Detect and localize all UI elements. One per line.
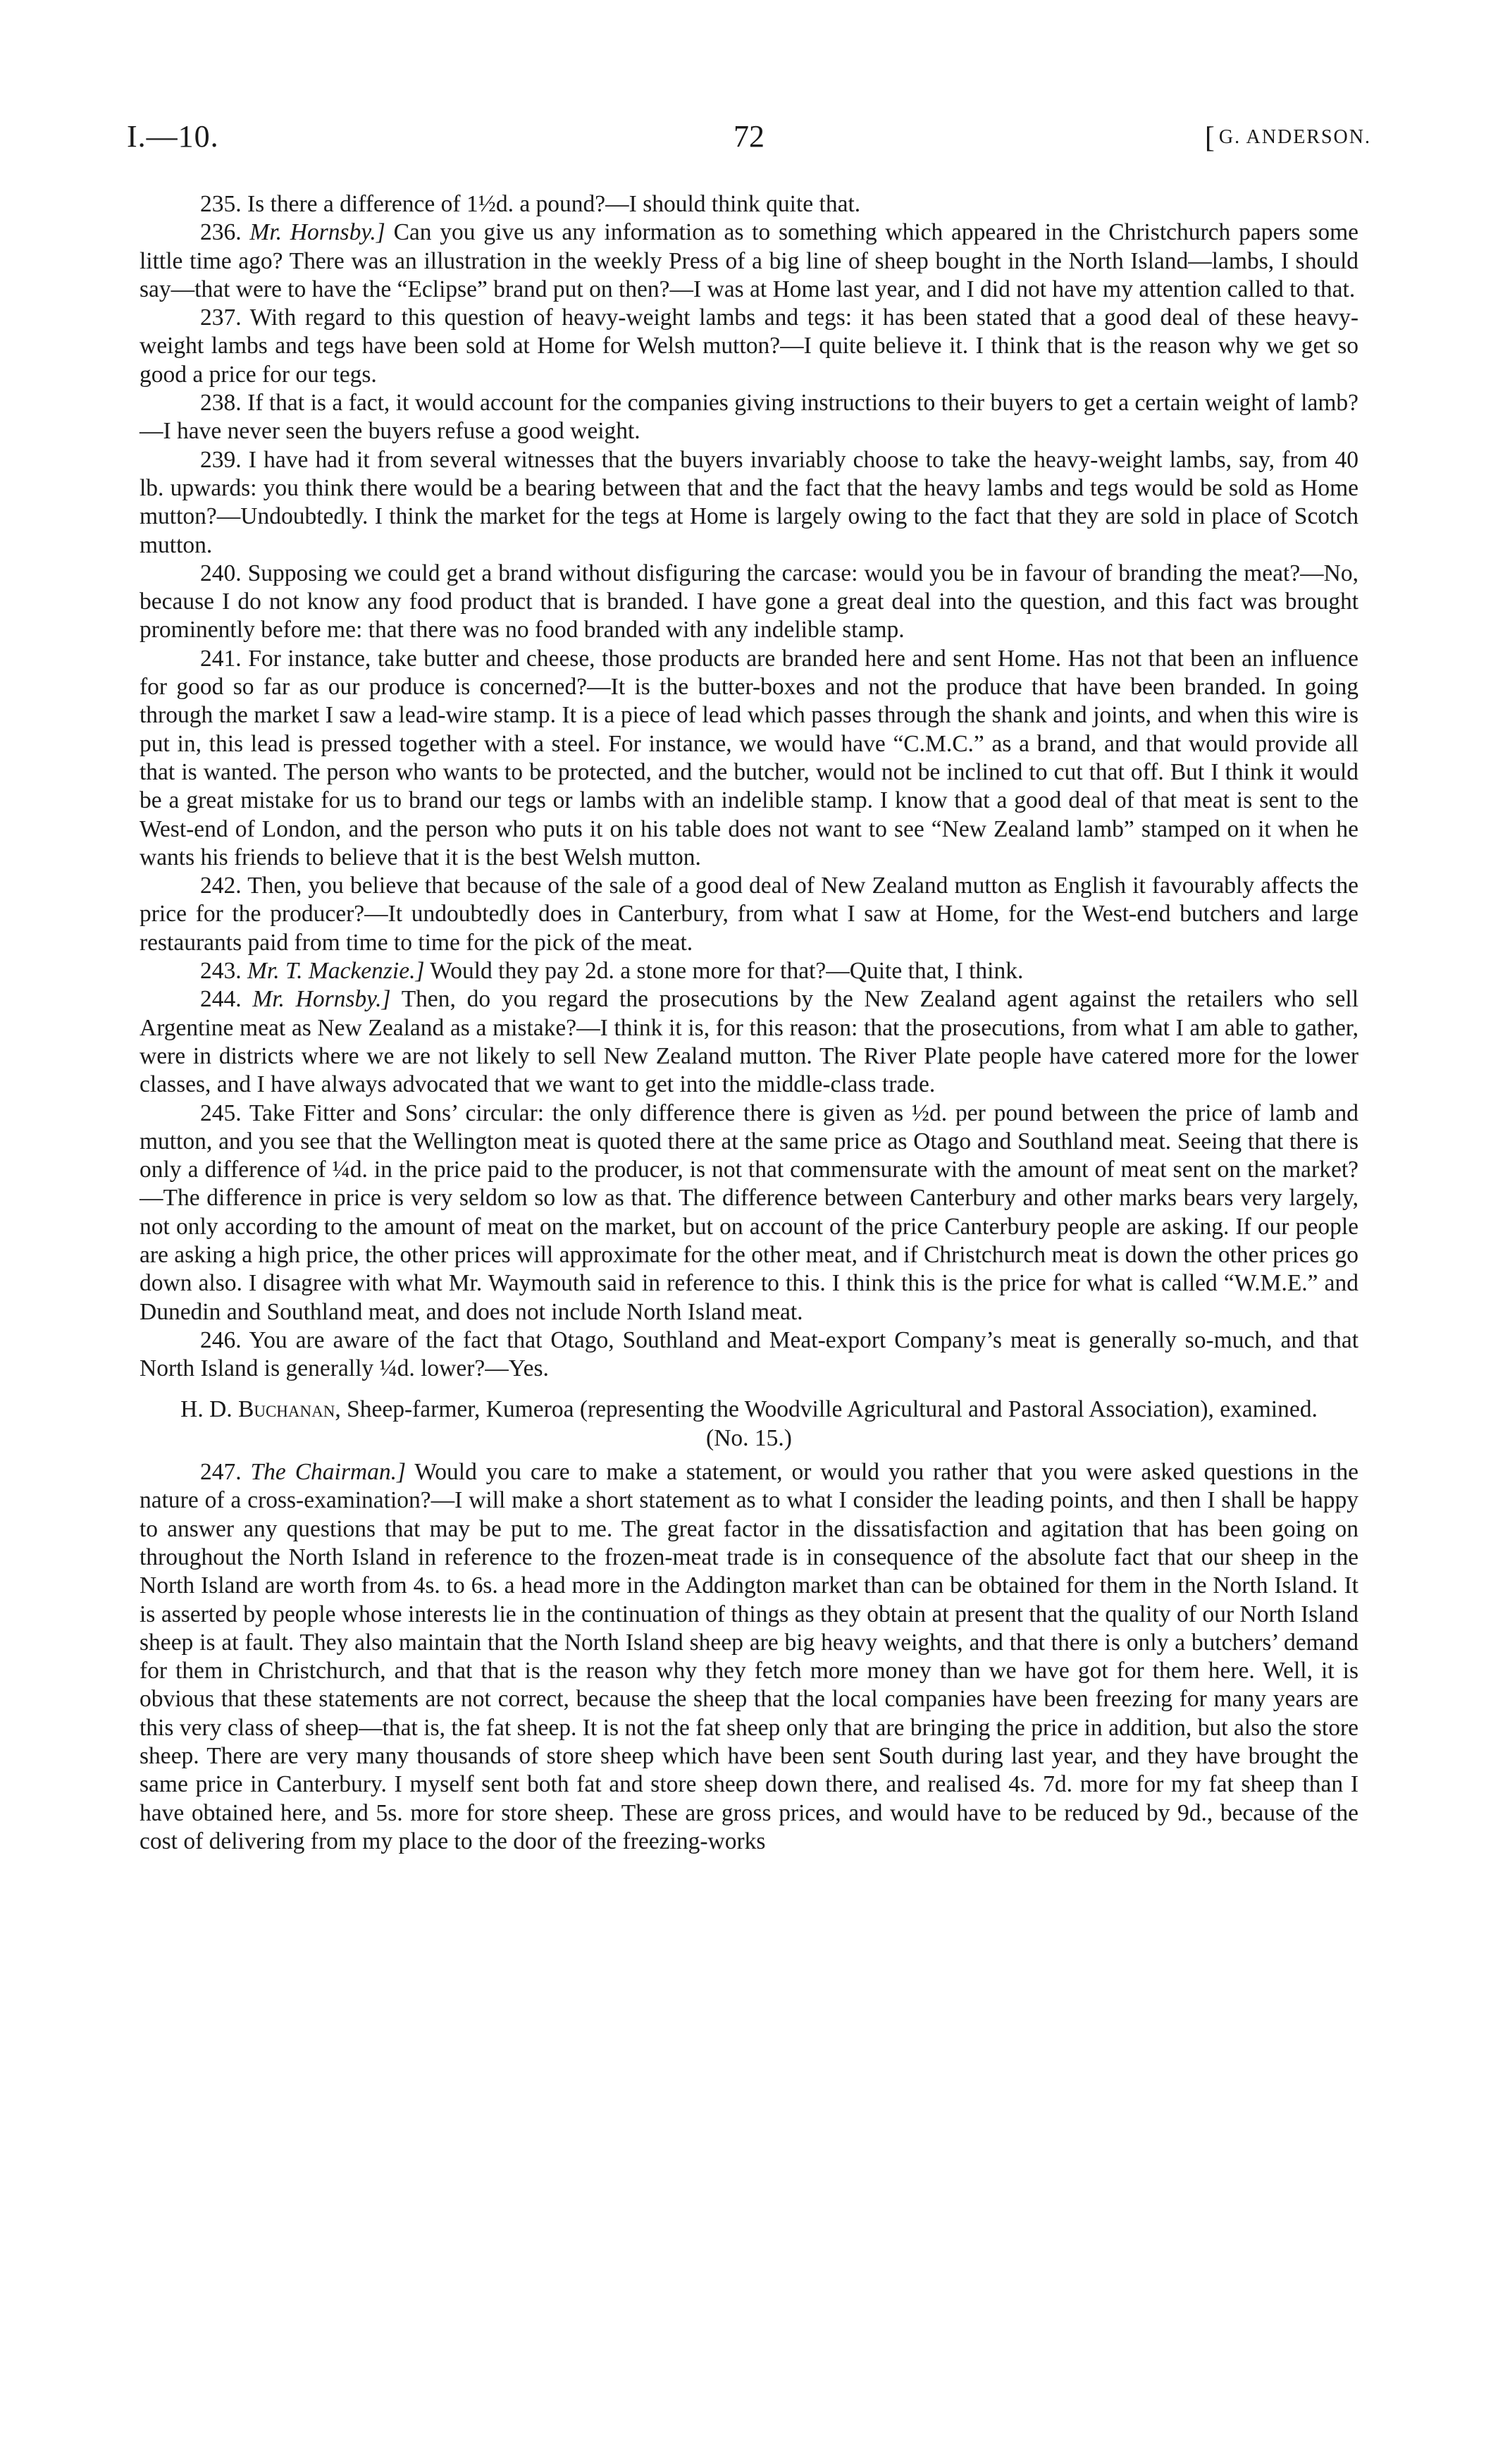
question-text: Would they pay 2d. a stone more for that?—Quite that, I think.	[430, 958, 1024, 985]
question-number: 247.	[200, 1459, 242, 1486]
question-number: 244.	[200, 986, 242, 1013]
witness-heading	[140, 1396, 1358, 1453]
question-number: 241.	[200, 645, 242, 672]
question-number: 246.	[200, 1326, 242, 1353]
question-text: Would you care to make a statement, or would you rather that you were asked questions in the nature of a cross-examination?—I will make a short statement as to what I consider the leading points, and then I shall be happy to answer any questions that may be put to me. The great factor in the dissatisfaction and agitation that has been going on throughout the North Island in reference to the frozen-meat trade is in consequence of the absolute fact that our sheep in the North Island are worth from 4s. to 6s. a head more in the Addington market than can be obtained for them in the North Island. It is asserted by people whose interests lie in the continuation of things as they obtain at present that the quality of our North Island sheep is at fault. They also maintain that the North Island sheep are big heavy weights, and that there is only a butchers’ demand for them in Christchurch, and that that is the reason why they fetch more money than we have got for them here. Well, it is obvious that these statements are not correct, because the sheep that the local companies have been freezing for many years are this very class of sheep—that is, the fat sheep. It is not the fat sheep only that are bringing the price in addition, but also the store sheep. There are very many thousands of store sheep which have been sent South during last year, and they have brought the same price in Canterbury. I myself sent both fat and store sheep down there, and realised 4s. 7d. more for my fat sheep than I have obtained here, and 5s. more for store sheep. These are gross prices, and would have to be reduced by 9d., because of the cost of delivering from my place to the door of the freezing-works	[140, 1459, 1359, 1854]
question-244	[140, 985, 1358, 1099]
page-number: 72	[733, 119, 765, 154]
question-text: Supposing we could get a brand without disfiguring the carcase: would you be in favour of branding the meat?—No, because I do not know any food product that is branded. I have gone a great deal into the question, and this fact was brought prominently before me: that there was no food branded with any indelible stamp.	[140, 560, 1359, 643]
page-body	[140, 190, 1358, 1856]
question-number: 245.	[200, 1099, 242, 1126]
question-245	[140, 1099, 1358, 1326]
question-number: 237.	[200, 304, 242, 331]
question-number: 240.	[200, 560, 242, 586]
speaker-label: Mr. Hornsby.]	[252, 986, 391, 1013]
question-238	[140, 389, 1358, 446]
witness-name-header	[1205, 121, 1371, 155]
page-header	[0, 118, 1498, 161]
question-text: Is there a difference of 1½d. a pound?—I should think quite that.	[247, 191, 861, 217]
question-241	[140, 645, 1358, 872]
bracket-glyph: [	[1204, 122, 1216, 154]
question-number: 236.	[200, 219, 242, 246]
question-text: Then, you believe that because of the sale of a good deal of New Zealand mutton as English it favourably affects the price for the producer?—It undoubtedly does in Canterbury, from what I saw at Home, for the West-end butchers and large restaurants paid from time to time for the pick of the meat.	[140, 873, 1358, 956]
question-247	[140, 1458, 1358, 1856]
question-239	[140, 446, 1358, 560]
question-246	[140, 1326, 1358, 1384]
question-number: 239.	[200, 446, 242, 473]
question-text: For instance, take butter and cheese, those products are branded here and sent Home. Has not that been an influence for good so far as our produce is concerned?—It is the butter-boxes and not the produce that have been branded. In going through the market I saw a lead-wire stamp. It is a piece of lead which passes through the shank and joints, and when this wire is put in, this lead is pressed together with a steel. For instance, we would have “C.M.C.” as a brand, and that would provide all that is wanted. The person who wants to be protected, and the butcher, would not be inclined to cut that off. But I think it would be a great mistake for us to brand our tegs or lambs with an indelible stamp. I know that a good deal of that meat is sent to the West-end of London, and the person who puts it on his table does not want to see “New Zealand lamb” stamped on it when he wants his friends to believe that it is the best Welsh mutton.	[140, 645, 1359, 870]
question-text: Can you give us any information as to something which appeared in the Christchurch papers some little time ago? There was an illustration in the weekly Press of a big line of sheep bought in the North Island—lambs, I should say—that were to have the “Eclipse” brand put on then?—I was at Home last year, and I did not have my attention called to that.	[140, 219, 1359, 302]
speaker-label: Mr. T. Mackenzie.]	[247, 958, 425, 985]
document-reference: I.—10.	[127, 119, 219, 154]
question-235	[140, 190, 1358, 218]
question-text: With regard to this question of heavy-weight lambs and tegs: it has been stated that a good deal of these heavy-weight lambs and tegs have been sold at Home for Welsh mutton?—I quite believe it. I think that is the reason why we get so good a price for our tegs.	[140, 304, 1358, 388]
question-242	[140, 872, 1358, 957]
speaker-label: Mr. Hornsby.]	[249, 219, 385, 246]
question-236	[140, 218, 1358, 304]
witness-description: Sheep-farmer, Kumeroa (representing the Woodville Agricultural and Pastoral Association), examined. (No. 15.)	[347, 1396, 1318, 1451]
question-text: I have had it from several witnesses that the buyers invariably choose to take the heavy-weight lambs, say, from 40 lb. upwards: you think there would be a bearing between that and the fact that the heavy lambs and tegs would be sold as Home mutton?—Undoubtedly. I think the market for the tegs at Home is largely owing to the fact that they are sold in place of Scotch mutton.	[140, 446, 1358, 558]
question-number: 242.	[200, 873, 242, 899]
witness-name-text: G. ANDERSON.	[1218, 126, 1371, 148]
question-text: Then, do you regard the prosecutions by the New Zealand agent against the retailers who sell Argentine meat as New Zealand as a mistake?—I think it is, for this reason: that the prosecutions, from what I am able to gather, were in districts where we are not likely to sell New Zealand mutton. The River Plate people have catered more for the lower classes, and I have always advocated that we want to get into the middle-class trade.	[140, 986, 1358, 1098]
witness-name: H. D. Buchanan,	[180, 1396, 341, 1423]
speaker-label: The Chairman.]	[250, 1459, 407, 1486]
question-text: You are aware of the fact that Otago, Southland and Meat-export Company’s meat is generally so-much, and that North Island is generally ¼d. lower?—Yes.	[140, 1326, 1358, 1382]
question-number: 235.	[200, 191, 242, 217]
question-240	[140, 560, 1358, 645]
question-number: 243.	[200, 958, 242, 985]
question-237	[140, 304, 1358, 389]
question-number: 238.	[200, 390, 242, 417]
question-text: If that is a fact, it would account for the companies giving instructions to their buyers to get a certain weight of lamb?—I have never seen the buyers refuse a good weight.	[140, 390, 1358, 445]
question-243	[140, 957, 1358, 985]
question-text: Take Fitter and Sons’ circular: the only difference there is given as ½d. per pound between the price of lamb and mutton, and you see that the Wellington meat is quoted there at the same price as Otago and Southland meat. Seeing that there is only a difference of ¼d. in the price paid to the producer, is not that commensurate with the amount of meat sent on the market?—The difference in price is very seldom so low as that. The difference between Canterbury and other marks bears very largely, not only according to the amount of meat on the market, but on account of the price Canterbury people are asking. If our people are asking a high price, the other prices will approximate for the other meat, and if Christchurch meat is down the other prices go down also. I disagree with what Mr. Waymouth said in reference to this. I think this is the price for what is called “W.M.E.” and Dunedin and Southland meat, and does not include North Island meat.	[140, 1099, 1358, 1325]
